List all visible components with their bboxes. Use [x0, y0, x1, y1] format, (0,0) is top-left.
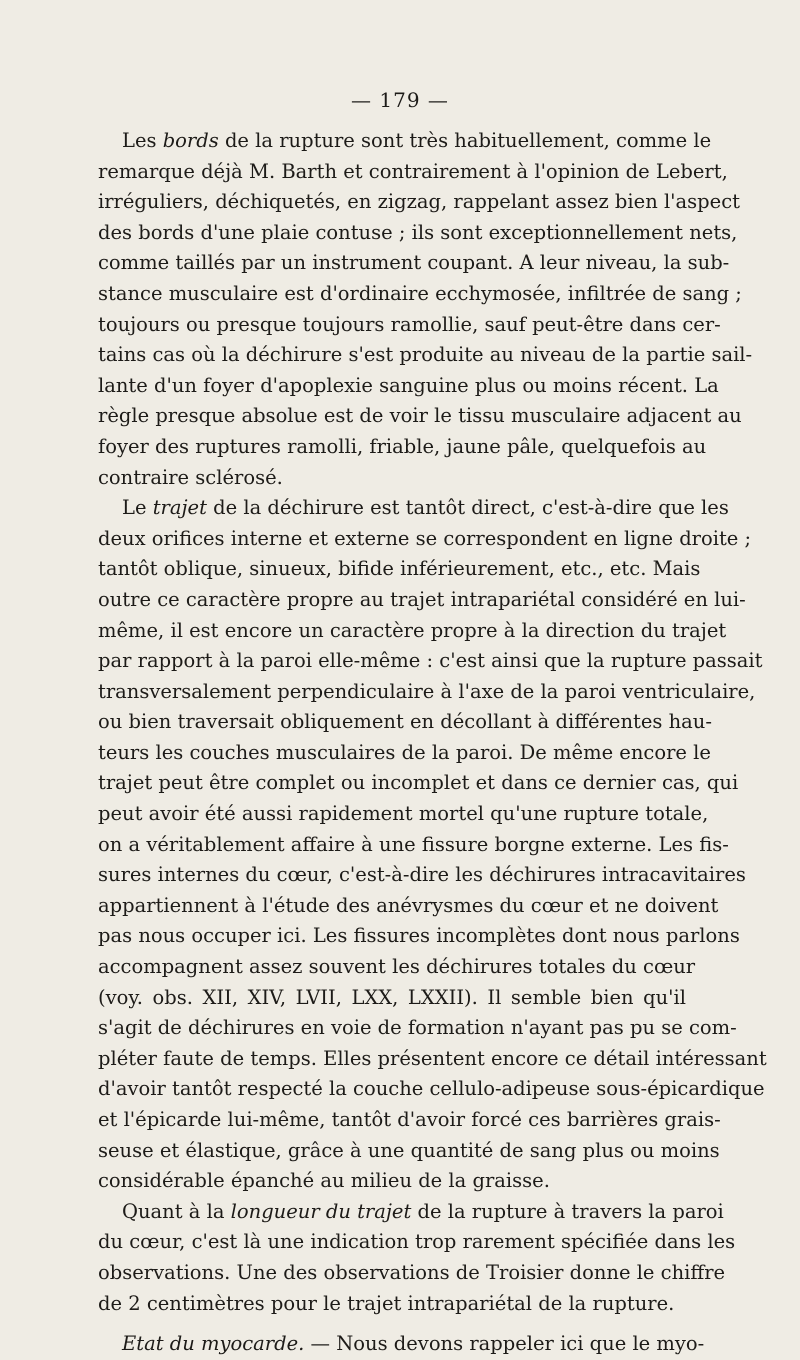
text-run: (voy. obs. XII, XIV, LVII, LXX, LXXII). Il semble bien qu'il — [98, 985, 686, 1009]
text-run: du cœur, c'est là une indication trop rarement spécifiée dans les — [98, 1230, 736, 1254]
text-run: contraire sclérosé. — [98, 465, 283, 489]
page-number: — 179 — — [351, 88, 449, 112]
text-run: ou bien traversait obliquement en décollant à différentes hau- — [98, 710, 712, 734]
text-run: remarque déjà M. Barth et contrairement à l'opinion de Lebert, — [98, 159, 728, 183]
p2-line — [98, 830, 729, 861]
p1-line — [98, 279, 742, 310]
text-run: foyer des ruptures ramolli, friable, jaune pâle, quelquefois au — [98, 434, 707, 458]
p2-line — [98, 1136, 720, 1167]
p2-line — [98, 921, 740, 952]
text-run: et l'épicarde lui-même, tantôt d'avoir forcé ces barrières grais- — [98, 1108, 721, 1131]
text-run: de la rupture à travers la paroi — [411, 1199, 724, 1223]
p3-line — [98, 1197, 724, 1228]
p1-line — [98, 371, 719, 402]
p2-line — [98, 1166, 686, 1197]
text-run: d'avoir tantôt respecté la couche cellulo-adipeuse sous-épicardique — [98, 1077, 765, 1101]
text-run: pléter faute de temps. Elles présentent encore ce détail intéressant — [98, 1046, 767, 1070]
text-run: lante d'un foyer d'apoplexie sanguine plus ou moins récent. La — [98, 373, 719, 397]
body-text — [98, 126, 767, 1360]
p4-line — [98, 1329, 705, 1360]
p2-line — [98, 891, 719, 922]
text-run: considérable épanché au milieu de la graisse. — [98, 1169, 550, 1193]
p2-line — [98, 554, 701, 585]
p1-line — [98, 463, 686, 494]
p2-line — [98, 1013, 737, 1044]
text-run: trajet peut être complet ou incomplet et dans ce dernier cas, qui — [98, 771, 739, 795]
italic-term: trajet — [152, 496, 207, 520]
text-run: appartiennent à l'étude des anévrysmes du cœur et ne doivent — [98, 893, 719, 917]
text-run: on a véritablement affaire à une fissure borgne externe. Les fis- — [98, 832, 729, 856]
text-run: deux orifices interne et externe se correspondent en ligne droite ; — [98, 526, 752, 550]
p2-line — [98, 983, 686, 1014]
text-run: de la déchirure est tantôt direct, c'est-à-dire que les — [206, 496, 729, 520]
p2-line — [98, 585, 746, 616]
p2-line — [98, 860, 746, 891]
italic-term: Etat du myocarde. — [122, 1332, 305, 1356]
text-run: Les — [122, 129, 163, 152]
p1-line — [98, 157, 728, 188]
text-run: tantôt oblique, sinueux, bifide inférieurement, etc., etc. Mais — [98, 557, 701, 581]
text-run: tains cas où la déchirure s'est produite au niveau de la partie sail- — [98, 343, 753, 367]
text-run: transversalement perpendiculaire à l'axe de la paroi ventriculaire, — [98, 679, 756, 703]
italic-term: bords — [162, 129, 219, 152]
p2-line — [98, 616, 727, 647]
p2-line — [98, 1074, 765, 1105]
p2-line — [98, 677, 756, 708]
text-run: Quant à la — [122, 1199, 231, 1223]
text-run: teurs les couches musculaires de la paroi. De même encore le — [98, 740, 711, 764]
text-run: outre ce caractère propre au trajet intrapariétal considéré en lui- — [98, 587, 746, 611]
text-run: irréguliers, déchiquetés, en zigzag, rappelant assez bien l'aspect — [98, 190, 740, 214]
text-run: comme taillés par un instrument coupant. A leur niveau, la sub- — [98, 251, 730, 275]
text-run: toujours ou presque toujours ramollie, sauf peut-être dans cer- — [98, 312, 721, 336]
p1-line — [98, 248, 730, 279]
p1-line — [98, 310, 721, 341]
p2-line — [98, 707, 712, 738]
p2-line — [98, 646, 763, 677]
text-run: même, il est encore un caractère propre à la direction du trajet — [98, 618, 727, 642]
p2-line — [98, 768, 739, 799]
italic-term: longueur du trajet — [230, 1199, 412, 1223]
text-run: Le — [122, 496, 153, 520]
text-run: de la rupture sont très habituellement, comme le — [218, 129, 712, 152]
text-run: peut avoir été aussi rapidement mortel qu'une rupture totale, — [98, 802, 709, 826]
text-run: stance musculaire est d'ordinaire ecchymosée, infiltrée de sang ; — [98, 281, 742, 305]
p1-line — [98, 218, 738, 249]
p2-line — [98, 952, 696, 983]
text-run: s'agit de déchirures en voie de formation n'ayant pas pu se com- — [98, 1016, 737, 1040]
text-run: pas nous occuper ici. Les fissures incomplètes dont nous parlons — [98, 924, 740, 948]
p2-line — [98, 493, 729, 524]
p2-line — [98, 799, 709, 830]
p1-line — [98, 126, 712, 157]
p2-line — [98, 1044, 767, 1075]
text-run: par rapport à la paroi elle-même : c'est ainsi que la rupture passait — [98, 649, 763, 673]
text-run: sures internes du cœur, c'est-à-dire les déchirures intracavitaires — [98, 863, 746, 887]
text-run: des bords d'une plaie contuse ; ils sont exceptionnellement nets, — [98, 220, 738, 244]
p3-line — [98, 1258, 726, 1289]
p3-line — [98, 1227, 736, 1258]
p1-line — [98, 340, 753, 371]
text-run: accompagnent assez souvent les déchirures totales du cœur — [98, 955, 696, 979]
text-run: seuse et élastique, grâce à une quantité de sang plus ou moins — [98, 1138, 720, 1162]
text-run: règle presque absolue est de voir le tissu musculaire adjacent au — [98, 404, 742, 428]
p3-line — [98, 1289, 686, 1320]
p1-line — [98, 401, 742, 432]
p1-line — [98, 187, 740, 218]
p2-line — [98, 738, 711, 769]
p1-line — [98, 432, 707, 463]
p2-line — [98, 524, 752, 555]
p2-line — [98, 1105, 721, 1136]
text-run: de 2 centimètres pour le trajet intrapariétal de la rupture. — [98, 1291, 675, 1315]
text-run: observations. Une des observations de Troisier donne le chiffre — [98, 1260, 726, 1284]
text-run: — Nous devons rappeler ici que le myo- — [304, 1332, 705, 1356]
